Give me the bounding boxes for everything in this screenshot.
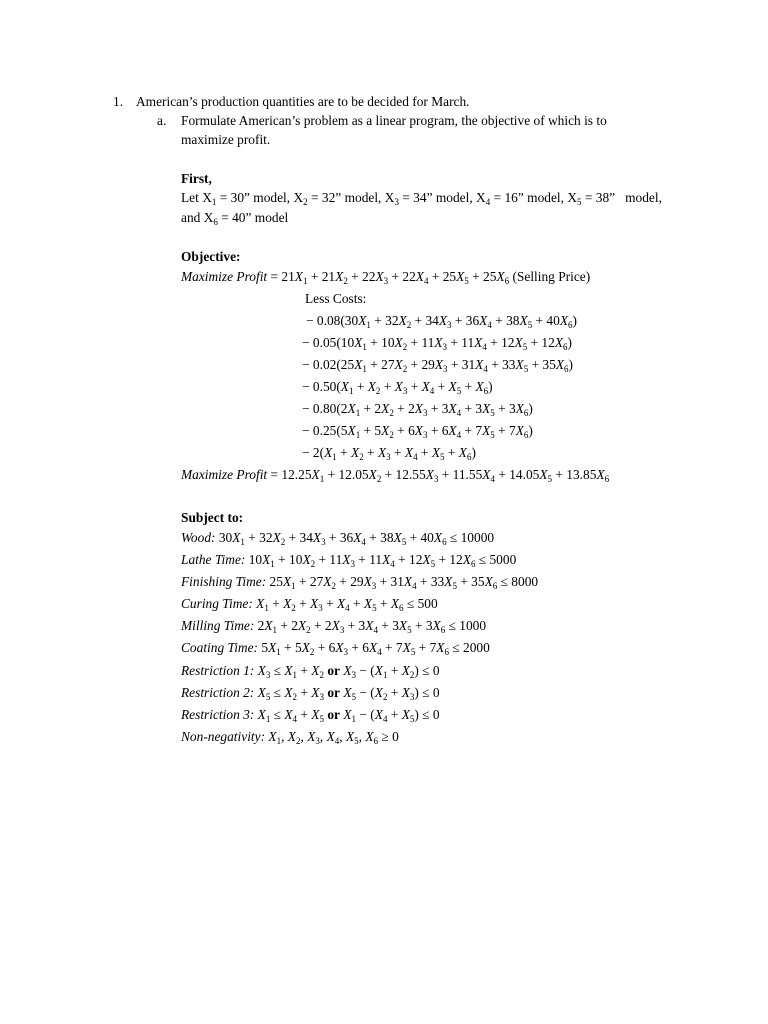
constraint-label: Wood: [181, 530, 216, 545]
first-heading: First, [181, 171, 212, 186]
constraints-heading: Subject to: [181, 510, 244, 525]
objective-heading: Objective: [181, 249, 241, 264]
constraint-expression: $30X_1 + 32X_2 + 34X_3 + 36X_4 + 38X_5 + 40X_6 \le 10000$ [218, 530, 495, 547]
sub-list-text-line2: maximize profit. [181, 132, 271, 147]
constraint-expression: $X_3 \le X_1 + X_2$ or $X_3 - (X_1 + X_2) \le 0$ [257, 663, 440, 680]
cost-term-2: − $0.05(10X_1 + 10X_2 + 11X_3 + 11X_4 + 12X_5 + 12X_6)$ [302, 335, 572, 352]
list-item-text: American’s production quantities are to be decided for March. [136, 94, 470, 109]
constraint-label: Restriction 2: [181, 685, 255, 700]
cost-term-3: − $0.02(25X_1 + 27X_2 + 29X_3 + 31X_4 + 33X_5 + 35X_6)$ [302, 357, 573, 374]
constraint-expression: $X_1 \le X_4 + X_5$ or $X_1 - (X_4 + X_5) \le 0$ [257, 707, 440, 724]
constraint-expression: $X_5 \le X_2 + X_3$ or $X_5 - (X_2 + X_3) \le 0$ [257, 685, 440, 702]
sub-list-letter: a. [157, 113, 167, 128]
constraint-label: Restriction 3: [181, 707, 255, 722]
less-costs-label: Less Costs: [305, 291, 367, 306]
objective-function: Maximize Profit = $21X_1 + 21X_2 + 22X_3 + 22X_4 + 25X_5 + 25X_6$ (Selling Price) [181, 269, 591, 286]
constraint-label: Non-negativity: [181, 729, 266, 744]
constraint-expression: $5X_1 + 5X_2 + 6X_3 + 6X_4 + 7X_5 + 7X_6 \le 2000$ [261, 640, 490, 657]
cost-term-5: − $0.80(2X_1 + 2X_2 + 2X_3 + 3X_4 + 3X_5 + 3X_6)$ [302, 401, 533, 418]
constraint-expression: $10X_1 + 10X_2 + 11X_3 + 11X_4 + 12X_5 + 12X_6 \le 5000$ [248, 552, 517, 569]
cost-term-6: − $0.25(5X_1 + 5X_2 + 6X_3 + 6X_4 + 7X_5 + 7X_6)$ [302, 423, 533, 440]
constraint-row [181, 618, 486, 634]
cost-term-7: − $2(X_1 + X_2 + X_3 + X_4 + X_5 + X_6)$ [302, 445, 476, 462]
constraint-row [181, 640, 490, 656]
variable-definition-line2: and $X_6 = 40$” model [181, 210, 289, 227]
constraint-row [181, 574, 538, 590]
constraint-label: Curing Time: [181, 596, 253, 611]
constraint-row [181, 596, 438, 612]
constraint-expression: $X_1$, $X_2$, $X_3$, $X_4$, $X_5$, $X_6 \ge 0$ [268, 729, 399, 746]
cost-term-4: − $0.50(X_1 + X_2 + X_3 + X_4 + X_5 + X_6)$ [302, 379, 493, 396]
constraint-label: Finishing Time: [181, 574, 267, 589]
constraint-expression: $2X_1 + 2X_2 + 2X_3 + 3X_4 + 3X_5 + 3X_6 \le 1000$ [257, 618, 487, 635]
constraint-label: Milling Time: [181, 618, 255, 633]
constraint-row [181, 685, 440, 701]
constraint-expression: $X_1 + X_2 + X_3 + X_4 + X_5 + X_6 \le 500$ [256, 596, 438, 613]
sub-list-text-line1: Formulate American’s problem as a linear program, the objective of which is to [181, 113, 607, 128]
constraint-row [181, 707, 440, 723]
constraint-row [181, 530, 494, 546]
cost-term-1: − $0.08(30X_1 + 32X_2 + 34X_3 + 36X_4 + 38X_5 + 40X_6)$ [306, 313, 577, 330]
objective-result: Maximize Profit = $12.25X_1 + 12.05X_2 + 12.55X_3 + 11.55X_4 + 14.05X_5 + 13.85X_6$ [181, 467, 610, 484]
constraint-row [181, 729, 399, 745]
list-number: 1. [113, 94, 124, 109]
constraint-label: Coating Time: [181, 640, 259, 655]
constraint-label: Lathe Time: [181, 552, 246, 567]
constraint-expression: $25X_1 + 27X_2 + 29X_3 + 31X_4 + 33X_5 + 35X_6 \le 8000$ [269, 574, 539, 591]
constraint-row [181, 663, 440, 679]
constraint-row [181, 552, 516, 568]
constraint-label: Restriction 1: [181, 663, 255, 678]
variable-definition-line1: Let $X_1 = 30$” model, $X_2 = 32$” model, $X_3 = 34$” model, $X_4 = 16$” model, $X_5 = 38$” model, [181, 190, 662, 207]
